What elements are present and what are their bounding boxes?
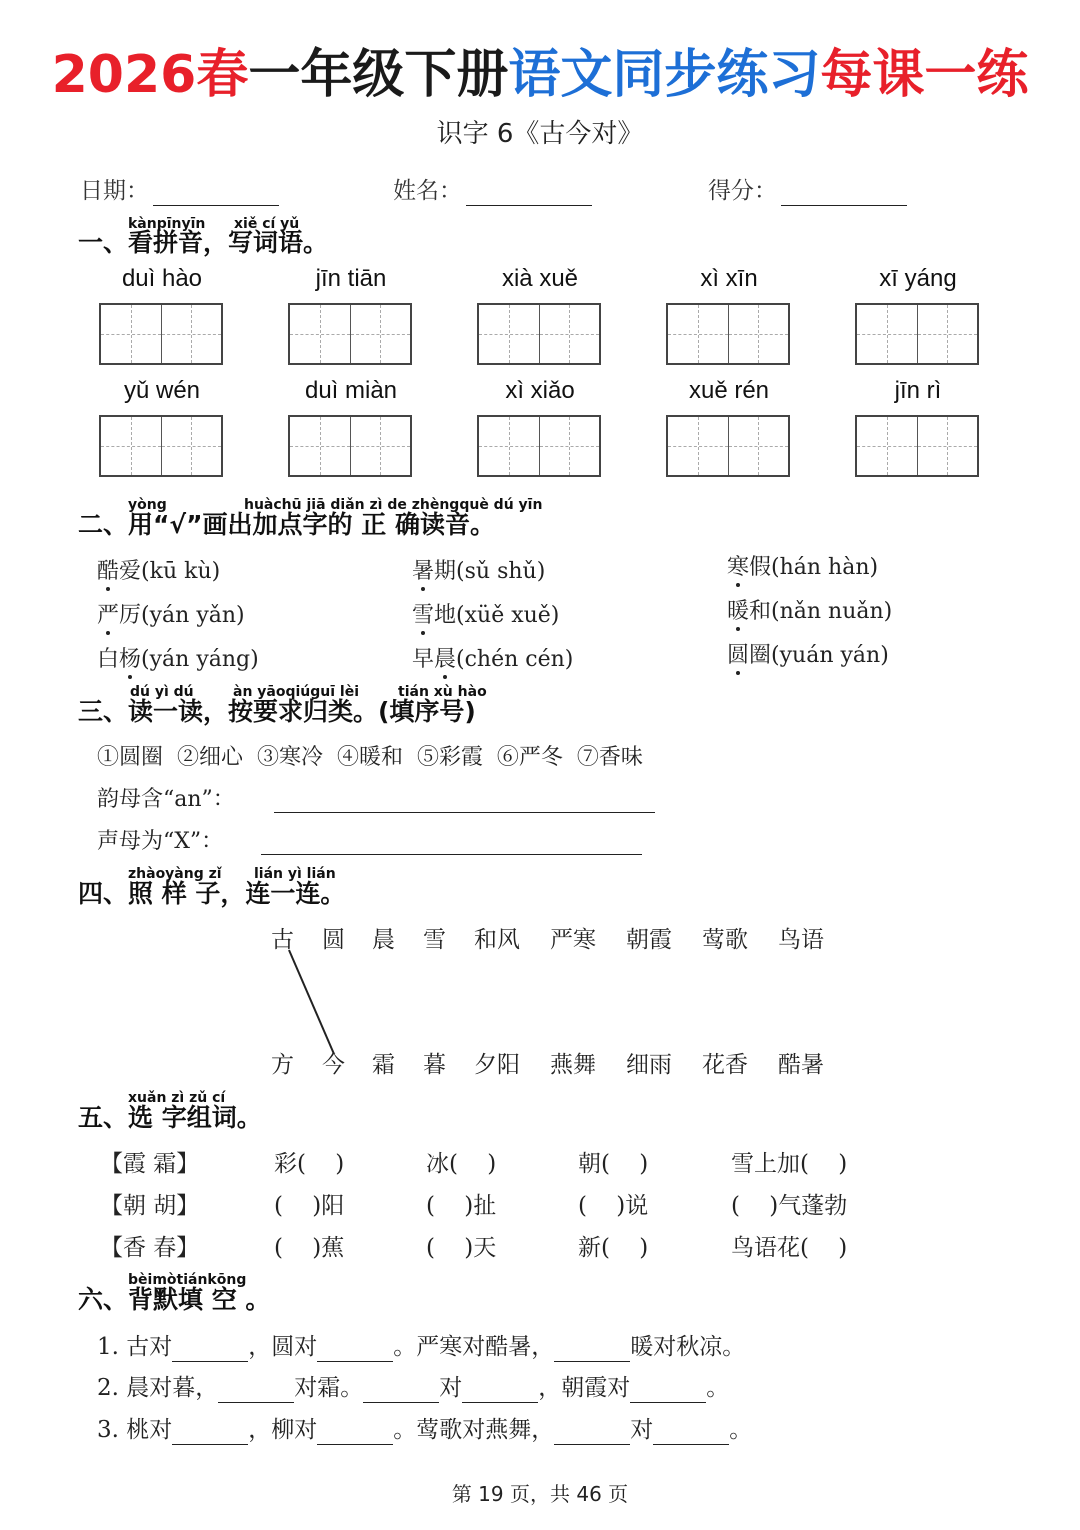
pinyin-word: xì xiǎo — [505, 377, 575, 404]
fill-blank[interactable]: ( )气蓬勃 — [731, 1193, 848, 1219]
question-x: 声母为“X”： — [97, 829, 224, 854]
blank[interactable] — [172, 1339, 248, 1362]
char-pair: 【香 春】 — [100, 1235, 200, 1261]
match-top-item[interactable]: 朝霞 — [626, 927, 672, 953]
reading-options: (kū kù) — [141, 559, 221, 584]
blank[interactable] — [653, 1422, 729, 1445]
match-top-item[interactable]: 莺歌 — [702, 927, 748, 953]
fill-blank[interactable]: ( )扯 — [426, 1193, 497, 1219]
dotted-char: 杨 — [119, 647, 142, 672]
text: 。莺歌对燕舞， — [393, 1417, 555, 1443]
reading-options: (yuán yán) — [771, 643, 889, 668]
text: 。严寒对酷暑， — [393, 1334, 555, 1360]
pinyin-word: duì hào — [121, 265, 203, 292]
pinyin-word: jīn tiān — [315, 265, 387, 292]
pinyin-word: xì xīn — [700, 265, 758, 292]
recite-line-1 — [97, 1332, 745, 1362]
char: 和 — [749, 599, 772, 624]
blank[interactable] — [317, 1422, 393, 1445]
fill-blank[interactable]: ( )天 — [426, 1235, 497, 1261]
sec1-pinyin-b: xiě cí yǔ — [234, 216, 300, 232]
section-2-title: 二、用“√”画出加点字的 正 确读音。 — [78, 510, 495, 539]
text: ，朝霞对 — [538, 1375, 631, 1401]
char: 厉 — [119, 603, 142, 628]
pinyin-word: duì miàn — [304, 377, 398, 404]
fill-blank[interactable]: 彩( ) — [274, 1151, 345, 1177]
match-bottom-item[interactable]: 暮 — [423, 1052, 446, 1078]
question-an: 韵母含“an”： — [97, 787, 235, 812]
match-top-item[interactable]: 和风 — [474, 927, 520, 953]
dotted-char: 寒 — [727, 555, 750, 580]
match-top-item[interactable]: 晨 — [372, 927, 395, 953]
name-label: 姓名： — [393, 178, 462, 204]
char: 地 — [434, 603, 457, 628]
pinyin-word: xī yáng — [879, 265, 957, 292]
text: 3. 桃对 — [97, 1417, 173, 1443]
reading-options: (xüě xuě) — [456, 603, 560, 628]
blank[interactable] — [317, 1339, 393, 1362]
pinyin-word: yǔ wén — [123, 377, 201, 404]
reading-options: (nǎn nuǎn) — [771, 599, 893, 624]
char: 假 — [749, 555, 772, 580]
pinyin-word: xuě rén — [688, 377, 770, 404]
match-bottom-item[interactable]: 夕阳 — [474, 1052, 520, 1078]
dotted-char: 严 — [97, 603, 120, 628]
page-footer: 第 19 页，共 46 页 — [451, 1482, 629, 1506]
text: 对霜。 — [294, 1375, 364, 1401]
text: 。 — [729, 1417, 753, 1443]
reading-options: (yán yáng) — [141, 647, 259, 672]
match-top-item[interactable]: 鸟语 — [778, 927, 824, 953]
section-1-title: 一、看拼音，写词语。 — [78, 228, 329, 257]
dotted-char: 圆 — [727, 643, 750, 668]
sec3-pinyin-b: àn yāoqiúguī lèi — [233, 684, 360, 700]
match-bottom-item[interactable]: 方 — [271, 1052, 294, 1078]
pinyin-word: jīn rì — [894, 377, 942, 404]
dotted-char: 暑 — [412, 559, 435, 584]
char: 白 — [97, 647, 120, 672]
fill-blank[interactable]: 新( ) — [578, 1235, 649, 1261]
match-bottom-item[interactable]: 花香 — [702, 1052, 748, 1078]
match-bottom-item[interactable]: 酷暑 — [778, 1052, 824, 1078]
text: 。 — [706, 1375, 730, 1401]
blank[interactable] — [554, 1422, 630, 1445]
text: 对 — [630, 1417, 654, 1443]
section-6-title: 六、背默填 空 。 — [78, 1285, 271, 1314]
text: 2. 晨对暮， — [97, 1375, 219, 1401]
char: 爱 — [119, 559, 142, 584]
text: 对 — [439, 1375, 463, 1401]
title-part-4: 每课一练 — [820, 45, 1029, 105]
fill-blank[interactable]: ( )说 — [578, 1193, 649, 1219]
match-bottom-item[interactable]: 细雨 — [626, 1052, 672, 1078]
fill-blank[interactable]: 鸟语花( ) — [731, 1235, 848, 1261]
dotted-char: 暖 — [727, 599, 750, 624]
dotted-char: 晨 — [434, 647, 457, 672]
char-pair: 【霞 霜】 — [100, 1151, 200, 1177]
dotted-char: 酷 — [97, 559, 120, 584]
match-bottom-item[interactable]: 霜 — [372, 1052, 395, 1078]
blank[interactable] — [554, 1339, 630, 1362]
blank[interactable] — [218, 1380, 294, 1403]
match-bottom-item[interactable]: 今 — [322, 1052, 345, 1078]
match-top-item[interactable]: 严寒 — [550, 927, 596, 953]
char: 期 — [434, 559, 457, 584]
sec6-pinyin-a: bèimòtiánkōng — [128, 1272, 247, 1288]
sec2-pinyin-b: huàchū jiā diǎn zì de zhèngquè dú yīn — [244, 497, 543, 513]
match-top-item[interactable]: 古 — [271, 927, 294, 953]
fill-blank[interactable]: ( )蕉 — [274, 1235, 345, 1261]
sec5-pinyin-a: xuǎn zì zǔ cí — [128, 1090, 226, 1106]
fill-blank[interactable]: 冰( ) — [426, 1151, 497, 1177]
char: 早 — [412, 647, 435, 672]
reading-options: (yán yǎn) — [141, 603, 245, 628]
sec3-pinyin-a: dú yì dú — [130, 684, 194, 700]
blank[interactable] — [462, 1380, 538, 1403]
score-label: 得分： — [708, 178, 777, 204]
char: 圈 — [749, 643, 772, 668]
fill-blank[interactable]: 朝( ) — [578, 1151, 649, 1177]
text: ，柳对 — [248, 1417, 318, 1443]
word-list: ①圆圈 ②细心 ③寒冷 ④暖和 ⑤彩霞 ⑥严冬 ⑦香味 — [97, 745, 643, 770]
dotted-char: 雪 — [412, 603, 435, 628]
recite-line-3 — [97, 1415, 752, 1445]
match-bottom-item[interactable]: 燕舞 — [550, 1052, 596, 1078]
title-part-2: 一年级下册 — [248, 45, 509, 105]
text: 1. 古对 — [97, 1334, 173, 1360]
date-label: 日期： — [80, 178, 149, 204]
blank[interactable] — [172, 1422, 248, 1445]
section-3-title: 三、读一读，按要求归类。(填序号) — [78, 697, 476, 726]
title-part-1: 2026春 — [51, 45, 249, 105]
text: 暖对秋凉。 — [630, 1334, 746, 1360]
sec2-pinyin-a: yòng — [128, 497, 167, 513]
section-4-title: 四、照 样 子，连一连。 — [78, 879, 346, 908]
pinyin-word: xià xuě — [501, 265, 579, 292]
char-pair: 【朝 胡】 — [100, 1193, 200, 1219]
section-5-title: 五、选 字组词。 — [78, 1103, 262, 1132]
sec3-pinyin-c: tián xù hào — [398, 684, 487, 700]
blank[interactable] — [363, 1380, 439, 1403]
text: ，圆对 — [248, 1334, 318, 1360]
fill-blank[interactable]: ( )阳 — [274, 1193, 345, 1219]
sec1-pinyin-a: kànpīnyīn — [128, 216, 206, 232]
sec4-pinyin-a: zhàoyàng zǐ — [128, 866, 222, 882]
recite-line-2 — [97, 1373, 729, 1403]
reading-options: (sǔ shǔ) — [456, 559, 546, 584]
match-top-item[interactable]: 圆 — [322, 927, 345, 953]
sec4-pinyin-b: lián yì lián — [254, 866, 336, 882]
title-part-3: 语文同步练习 — [508, 45, 821, 105]
reading-options: (hán hàn) — [771, 555, 879, 580]
lesson-subtitle: 识字 6《古今对》 — [436, 119, 644, 149]
blank[interactable] — [630, 1380, 706, 1403]
fill-blank[interactable]: 雪上加( ) — [731, 1151, 848, 1177]
reading-options: (chén cén) — [456, 647, 574, 672]
match-top-item[interactable]: 雪 — [423, 927, 446, 953]
